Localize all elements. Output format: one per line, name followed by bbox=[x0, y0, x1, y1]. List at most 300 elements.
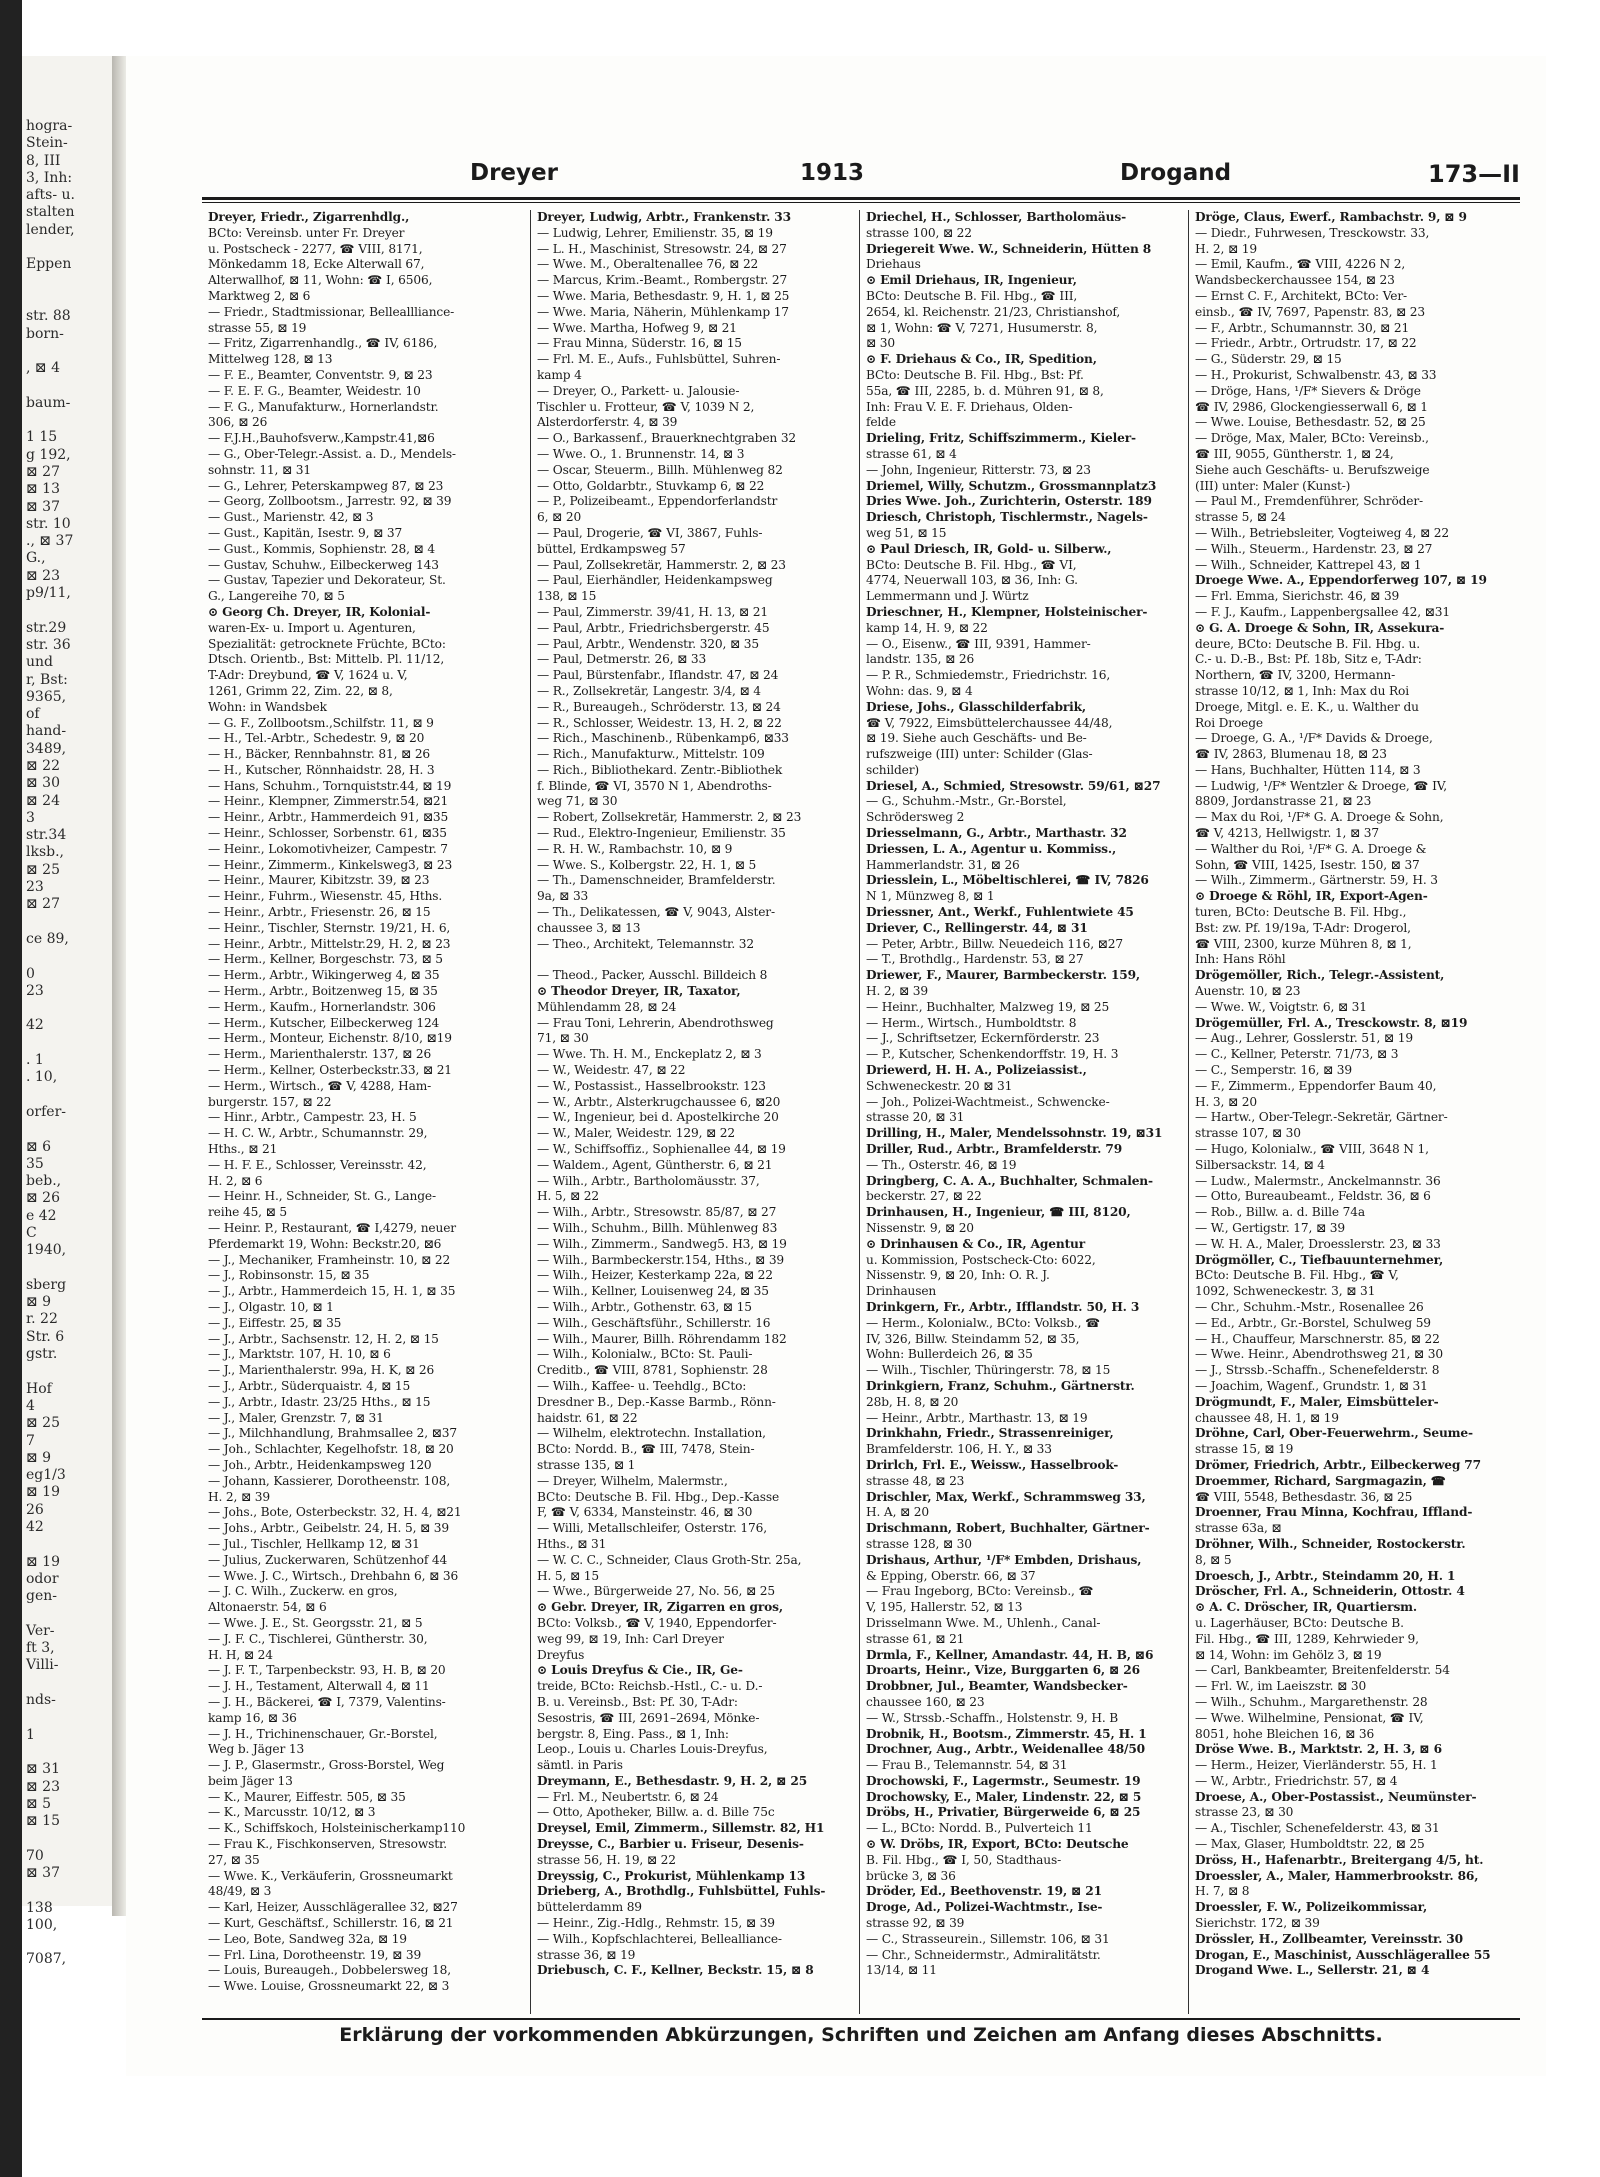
directory-entry-line: — J., Mechaniker, Framheinstr. 10, ⊠ 22 bbox=[208, 1252, 451, 1267]
header-year: 1913 bbox=[800, 160, 865, 186]
directory-entry-line: — Wwe. M., Oberaltenallee 76, ⊠ 22 bbox=[537, 257, 759, 272]
directory-entry-line: — Wilh., Zimmerm., Gärtnerstr. 59, H. 3 bbox=[1195, 873, 1438, 888]
directory-entry-line: — Heinr., Klempner, Zimmerstr.54, ⊠21 bbox=[208, 794, 449, 809]
directory-entry-line: — F. J., Kaufm., Lappenbergsallee 42, ⊠31 bbox=[1195, 604, 1450, 619]
directory-entry-line: Drochner, Aug., Arbtr., Weidenallee 48/50 bbox=[866, 1742, 1146, 1757]
directory-entry-line: — R., Zollsekretär, Langestr. 3/4, ⊠ 4 bbox=[537, 683, 761, 698]
directory-entry-line: deure, BCto: Deutsche B. Fil. Hbg. u. bbox=[1195, 636, 1420, 651]
directory-entry-line: — Johs., Bote, Osterbeckstr. 32, H. 4, ⊠21 bbox=[208, 1505, 462, 1520]
directory-entry-line: Driewer, F., Maurer, Barmbeckerstr. 159, bbox=[866, 968, 1141, 983]
directory-entry-line: Drömer, Friedrich, Arbtr., Eilbeckerweg 77 bbox=[1195, 1457, 1481, 1472]
directory-entry-line: — Jul., Tischler, Hellkamp 12, ⊠ 31 bbox=[208, 1536, 420, 1551]
directory-entry-line: ⊙ G. A. Droege & Sohn, IR, Assekura- bbox=[1195, 620, 1445, 635]
directory-entry-line: H. 3, ⊠ 20 bbox=[1195, 1094, 1257, 1109]
directory-entry-line: — Wilh., Arbtr., Stresowstr. 85/87, ⊠ 27 bbox=[537, 1205, 777, 1220]
directory-entry-line: Dreyer, Ludwig, Arbtr., Frankenstr. 33 bbox=[537, 210, 791, 224]
directory-entry-line: Pferdemarkt 19, Wohn: Beckstr.20, ⊠6 bbox=[208, 1236, 442, 1251]
directory-entry-line: — H., Tel.-Arbtr., Schedestr. 9, ⊠ 20 bbox=[208, 731, 425, 746]
directory-entry-line: kamp 16, ⊠ 36 bbox=[208, 1710, 297, 1725]
directory-entry-line: — W., Ingenieur, bei d. Apostelkirche 20 bbox=[537, 1110, 779, 1125]
directory-entry-line: 6, ⊠ 20 bbox=[537, 510, 582, 525]
directory-entry-line: Nissenstr. 9, ⊠ 20, Inh: O. R. J. bbox=[866, 1268, 1050, 1283]
directory-entry-line: ⊙ Droege & Röhl, IR, Export-Agen- bbox=[1195, 889, 1428, 904]
directory-entry-line: ⊠ 14, Wohn: im Gehölz 3, ⊠ 19 bbox=[1195, 1647, 1382, 1662]
directory-entry-line: 28b, H. 8, ⊠ 20 bbox=[866, 1394, 959, 1409]
directory-entry-line: Drögemüller, Frl. A., Tresckowstr. 8, ⊠19 bbox=[1195, 1015, 1468, 1030]
directory-entry-line: — Wilh., Arbtr., Gothenstr. 63, ⊠ 15 bbox=[537, 1299, 752, 1314]
directory-entry-line: Drobnik, H., Bootsm., Zimmerstr. 45, H. 1 bbox=[866, 1726, 1147, 1741]
directory-entry-line: — J., Olgastr. 10, ⊠ 1 bbox=[208, 1299, 334, 1314]
directory-entry-line: Driller, Rud., Arbtr., Bramfelderstr. 79 bbox=[866, 1142, 1123, 1157]
directory-entry-line: — H., Prokurist, Schwalbenstr. 43, ⊠ 33 bbox=[1195, 367, 1437, 382]
directory-entry-line: — F. E., Beamter, Conventstr. 9, ⊠ 23 bbox=[208, 367, 433, 382]
directory-entry-line: Drinkgiern, Franz, Schuhm., Gärtnerstr. bbox=[866, 1378, 1135, 1393]
directory-entry-line: — Joh., Arbtr., Heidenkampsweg 120 bbox=[208, 1457, 432, 1472]
directory-entry-line: — Willi, Metallschleifer, Osterstr. 176, bbox=[537, 1521, 767, 1536]
directory-entry-line: — Ludwig, Lehrer, Emilienstr. 35, ⊠ 19 bbox=[537, 225, 773, 240]
directory-entry-line: — W. H. A., Maler, Droesslerstr. 23, ⊠ 33 bbox=[1195, 1236, 1441, 1251]
directory-entry-line: Driesch, Christoph, Tischlermstr., Nagels- bbox=[866, 510, 1148, 525]
footer-note: Erklärung der vorkommenden Abkürzungen, Schriften und Zeichen am Anfang dieses Abschnitts. bbox=[339, 2024, 1383, 2046]
directory-entry-line: Drogan, E., Maschinist, Ausschlägerallee 55 bbox=[1195, 1947, 1491, 1962]
directory-entry-line: — J. F. C., Tischlerei, Güntherstr. 30, bbox=[208, 1631, 428, 1646]
directory-entry-line: Drinhausen, H., Ingenieur, ☎ III, 8120, bbox=[866, 1205, 1131, 1220]
directory-entry-line: Creditb., ☎ VIII, 8781, Sophienstr. 28 bbox=[537, 1363, 768, 1378]
directory-entry-line: brücke 3, ⊠ 36 bbox=[866, 1868, 956, 1883]
directory-entry-line: — F., Arbtr., Schumannstr. 30, ⊠ 21 bbox=[1195, 320, 1410, 335]
directory-entry-line: Droege, Mitgl. e. E. K., u. Walther du bbox=[1195, 699, 1419, 714]
directory-entry-line: — Wwe. J. C., Wirtsch., Drehbahn 6, ⊠ 36 bbox=[208, 1568, 459, 1583]
directory-entry-line: Hths., ⊠ 31 bbox=[537, 1536, 607, 1551]
directory-entry-line: chaussee 160, ⊠ 23 bbox=[866, 1694, 985, 1709]
directory-entry-line: — Chr., Schuhm.-Mstr., Rosenallee 26 bbox=[1195, 1299, 1424, 1314]
directory-entry-line: — Heinr., Fuhrm., Wiesenstr. 45, Hths. bbox=[208, 889, 443, 904]
directory-entry-line: — Wwe. Martha, Hofweg 9, ⊠ 21 bbox=[537, 320, 737, 335]
directory-entry-line: Drishaus, Arthur, ¹/F* Embden, Drishaus, bbox=[866, 1552, 1142, 1567]
directory-entry-line: strasse 20, ⊠ 31 bbox=[866, 1110, 965, 1125]
directory-entry-line: kamp 4 bbox=[537, 367, 582, 382]
directory-entry-line: Driebusch, C. F., Kellner, Beckstr. 15, ⊠ 8 bbox=[537, 1963, 814, 1978]
directory-entry-line: strasse 10/12, ⊠ 1, Inh: Max du Roi bbox=[1195, 683, 1409, 698]
scan-margin-top bbox=[0, 0, 1600, 48]
directory-entry-line: — Theo., Architekt, Telemannstr. 32 bbox=[537, 936, 755, 951]
directory-entry-line: strasse 36, ⊠ 19 bbox=[537, 1947, 636, 1962]
directory-entry-line: Leop., Louis u. Charles Louis-Dreyfus, bbox=[537, 1742, 768, 1757]
directory-entry-line: u. Lagerhäuser, BCto: Deutsche B. bbox=[1195, 1615, 1404, 1630]
directory-entry-line: Droessler, F. W., Polizeikommissar, bbox=[1195, 1900, 1428, 1915]
directory-entry-line: chaussee 48, H. 1, ⊠ 19 bbox=[1195, 1410, 1339, 1425]
footer-rule bbox=[202, 2018, 1520, 2020]
directory-entry-line: — J. H., Trichinenschauer, Gr.-Borstel, bbox=[208, 1726, 438, 1741]
directory-entry-line: — Wilh., Schuhm., Billh. Mühlenweg 83 bbox=[537, 1221, 778, 1235]
directory-entry-line: 4774, Neuerwall 103, ⊠ 36, Inh: G. bbox=[866, 573, 1078, 588]
directory-entry-line: — Emil, Kaufm., ☎ VIII, 4226 N 2, bbox=[1195, 257, 1406, 272]
directory-entry-line: Driegereit Wwe. W., Schneiderin, Hütten 8 bbox=[866, 241, 1152, 256]
directory-entry-line: Dtsch. Orientb., Bst: Mittelb. Pl. 11/12, bbox=[208, 652, 445, 667]
directory-entry-line: Hths., ⊠ 21 bbox=[208, 1142, 278, 1157]
directory-entry-line: — Wilh., Barmbeckerstr.154, Hths., ⊠ 39 bbox=[537, 1252, 785, 1267]
directory-entry-line: strasse 48, ⊠ 23 bbox=[866, 1473, 965, 1488]
directory-entry-line: strasse 23, ⊠ 30 bbox=[1195, 1805, 1294, 1820]
directory-entry-line: — Wilh., Maurer, Billh. Röhrendamm 182 bbox=[537, 1331, 787, 1346]
directory-entry-line: — Joachim, Wagenf., Grundstr. 1, ⊠ 31 bbox=[1195, 1378, 1428, 1393]
directory-entry-line: Droge, Ad., Polizei-Wachtmstr., Ise- bbox=[866, 1900, 1103, 1915]
directory-entry-line: Weg b. Jäger 13 bbox=[208, 1742, 305, 1757]
directory-entry-line: Tischler u. Frotteur, ☎ V, 1039 N 2, bbox=[537, 399, 755, 414]
directory-entry-line: — Heinr., Schlosser, Sorbenstr. 61, ⊠35 bbox=[208, 826, 447, 841]
directory-entry-line: strasse 61, ⊠ 21 bbox=[866, 1631, 965, 1646]
directory-entry-line: — J., Arbtr., Idastr. 23/25 Hths., ⊠ 15 bbox=[208, 1394, 431, 1409]
directory-entry-line: Roi Droege bbox=[1195, 715, 1263, 730]
directory-entry-line: BCto: Deutsche B. Fil. Hbg., ☎ V, bbox=[1195, 1268, 1399, 1283]
directory-entry-line: — Heinr., Zig.-Hdlg., Rehmstr. 15, ⊠ 39 bbox=[537, 1916, 775, 1931]
directory-entry-line: — Joh., Schlachter, Kegelhofstr. 18, ⊠ 20 bbox=[208, 1442, 454, 1457]
directory-entry-line: treide, BCto: Reichsb.-Hstl., C.- u. D.- bbox=[537, 1679, 763, 1694]
directory-entry-line: turen, BCto: Deutsche B. Fil. Hbg., bbox=[1195, 905, 1407, 920]
directory-entry-line: Wohn: in Wandsbek bbox=[208, 699, 327, 714]
directory-entry-line: burgerstr. 157, ⊠ 22 bbox=[208, 1094, 332, 1109]
directory-entry-line: — Ernst C. F., Architekt, BCto: Ver- bbox=[1195, 288, 1407, 303]
scan-border-left bbox=[0, 0, 22, 2177]
directory-entry-line: beim Jäger 13 bbox=[208, 1773, 293, 1788]
directory-entry-line: Mittelweg 128, ⊠ 13 bbox=[208, 352, 333, 367]
directory-entry-line: — Wwe. J. E., St. Georgsstr. 21, ⊠ 5 bbox=[208, 1615, 423, 1630]
directory-entry-line: Mühlendamm 28, ⊠ 24 bbox=[537, 999, 677, 1014]
directory-entry-line: Droenner, Frau Minna, Kochfrau, Iffland- bbox=[1195, 1505, 1473, 1520]
directory-entry-line: — Frl. W., im Laeiszstr. ⊠ 30 bbox=[1195, 1679, 1367, 1694]
directory-entry-line: — Wwe. Louise, Grossneumarkt 22, ⊠ 3 bbox=[208, 1979, 450, 1994]
directory-entry-line: Dröbs, H., Privatier, Bürgerweide 6, ⊠ 25 bbox=[866, 1805, 1141, 1820]
directory-entry-line: 48/49, ⊠ 3 bbox=[208, 1884, 272, 1899]
directory-entry-line: sohnstr. 11, ⊠ 31 bbox=[208, 462, 311, 477]
directory-entry-line: Siehe auch Geschäfts- u. Berufszweige bbox=[1195, 462, 1430, 477]
directory-entry-line: ☎ VIII, 2300, kurze Mühren 8, ⊠ 1, bbox=[1195, 936, 1412, 951]
directory-entry-line: — Wilh., Betriebsleiter, Vogteiweg 4, ⊠ 22 bbox=[1195, 525, 1449, 540]
directory-entry-line: — W., Postassist., Hasselbrookstr. 123 bbox=[537, 1078, 766, 1093]
directory-entry-line: Drobbner, Jul., Beamter, Wandsbecker- bbox=[866, 1679, 1128, 1694]
directory-entry-line: — W., Gertigstr. 17, ⊠ 39 bbox=[1195, 1221, 1345, 1235]
header-rule-thick bbox=[202, 197, 1520, 200]
directory-entry-line: u. Postscheck - 2277, ☎ VIII, 8171, bbox=[208, 241, 423, 256]
directory-entry-line: — Dröge, Max, Maler, BCto: Vereinsb., bbox=[1195, 431, 1429, 446]
directory-entry-line: — Frau B., Telemannstr. 54, ⊠ 31 bbox=[866, 1758, 1068, 1773]
directory-entry-line: Marktweg 2, ⊠ 6 bbox=[208, 288, 311, 303]
directory-entry-line: chaussee 3, ⊠ 13 bbox=[537, 920, 641, 935]
directory-entry-line: — Friedr., Arbtr., Ortrudstr. 17, ⊠ 22 bbox=[1195, 336, 1417, 351]
directory-entry-line: — Hartw., Ober-Telegr.-Sekretär, Gärtner- bbox=[1195, 1110, 1448, 1125]
directory-entry-line: C.- u. D.-B., Bst: Pf. 18b, Sitz e, T-Adr: bbox=[1195, 652, 1422, 667]
directory-entry-line: — John, Ingenieur, Ritterstr. 73, ⊠ 23 bbox=[866, 462, 1091, 477]
directory-entry-line: — Rob., Billw. a. d. Bille 74a bbox=[1195, 1205, 1365, 1220]
directory-entry-line: Dreyer, Friedr., Zigarrenhdlg., bbox=[208, 210, 410, 224]
directory-entry-line: BCto: Deutsche B. Fil. Hbg., ☎ VI, bbox=[866, 557, 1077, 572]
directory-entry-line: — Friedr., Stadtmissionar, Belleallliance- bbox=[208, 304, 455, 319]
directory-entry-line: Sierichstr. 172, ⊠ 39 bbox=[1195, 1916, 1320, 1931]
directory-entry-line: — Wilh., Schneider, Kattrepel 43, ⊠ 1 bbox=[1195, 557, 1422, 572]
directory-entry-line: schilder) bbox=[866, 762, 919, 777]
directory-entry-line: felde bbox=[866, 415, 896, 430]
directory-entry-line: — K., Marcusstr. 10/12, ⊠ 3 bbox=[208, 1805, 376, 1820]
left-page-edge bbox=[22, 56, 114, 1968]
directory-entry-line: — Heinr. H., Schneider, St. G., Lange- bbox=[208, 1189, 436, 1204]
directory-entry-line: — Frl. Emma, Sierichstr. 46, ⊠ 39 bbox=[1195, 589, 1400, 604]
directory-entry-line: Nissenstr. 9, ⊠ 20 bbox=[866, 1221, 974, 1235]
directory-entry-line: f. Blinde, ☎ VI, 3570 N 1, Abendroths- bbox=[537, 778, 772, 793]
directory-entry-line: 55a, ☎ III, 2285, b. d. Mühren 91, ⊠ 8, bbox=[866, 383, 1104, 398]
directory-entry-line: Drieschner, H., Klempner, Holsteinischer- bbox=[866, 604, 1148, 619]
directory-entry-line: — F.J.H.,Bauhofsverw.,Kampstr.41,⊠6 bbox=[208, 431, 435, 446]
directory-entry-line: — Hinr., Arbtr., Campestr. 23, H. 5 bbox=[208, 1110, 417, 1125]
directory-entry-line: — Heinr., Arbtr., Friesenstr. 26, ⊠ 15 bbox=[208, 905, 431, 920]
directory-entry-line: ⊠ 1, Wohn: ☎ V, 7271, Husumerstr. 8, bbox=[866, 320, 1098, 335]
directory-entry-line: — Frl. M. E., Aufs., Fuhlsbüttel, Suhren- bbox=[537, 352, 781, 367]
directory-entry-line: Dreyssig, C., Prokurist, Mühlenkamp 13 bbox=[537, 1868, 806, 1883]
directory-entry-line: — Herm., Marienthalerstr. 137, ⊠ 26 bbox=[208, 1047, 432, 1062]
directory-entry-line: Drogand Wwe. L., Sellerstr. 21, ⊠ 4 bbox=[1195, 1963, 1430, 1978]
directory-entry-line: Droarts, Heinr., Vize, Burggarten 6, ⊠ 26 bbox=[866, 1663, 1140, 1678]
directory-entry-line: bergstr. 8, Eing. Pass., ⊠ 1, Inh: bbox=[537, 1726, 729, 1741]
directory-entry-line: BCto: Vereinsb. unter Fr. Dreyer bbox=[208, 225, 405, 240]
directory-entry-line: 13/14, ⊠ 11 bbox=[866, 1963, 937, 1978]
directory-entry-line: Driesselmann, G., Arbtr., Marthastr. 32 bbox=[866, 826, 1127, 841]
directory-entry-line: — O., Barkassenf., Brauerknechtgraben 32 bbox=[537, 431, 797, 446]
directory-entry-line: — A., Tischler, Schenefelderstr. 43, ⊠ 31 bbox=[1195, 1821, 1440, 1836]
directory-entry-line: — G. F., Zollbootsm.,Schilfstr. 11, ⊠ 9 bbox=[208, 715, 434, 730]
directory-entry-line: — J., Schriftsetzer, Eckernförderstr. 23 bbox=[866, 1031, 1100, 1046]
directory-entry-line: — Frau Ingeborg, BCto: Vereinsb., ☎ bbox=[866, 1584, 1094, 1599]
directory-entry-line: H. 2, ⊠ 39 bbox=[866, 984, 928, 999]
directory-entry-line: strasse 92, ⊠ 39 bbox=[866, 1916, 965, 1931]
directory-entry-line: Schrödersweg 2 bbox=[866, 810, 965, 825]
directory-entry-line: ☎ IV, 2863, Blumenau 18, ⊠ 23 bbox=[1195, 747, 1387, 762]
directory-entry-line: — F. E. F. G., Beamter, Weidestr. 10 bbox=[208, 383, 421, 398]
directory-entry-line: sämtl. in Paris bbox=[537, 1758, 623, 1773]
directory-entry-line: — Frau Toni, Lehrerin, Abendrothsweg bbox=[537, 1015, 774, 1030]
directory-entry-line: — Georg, Zollbootsm., Jarrestr. 92, ⊠ 39 bbox=[208, 494, 452, 509]
directory-entry-line: strasse 128, ⊠ 30 bbox=[866, 1536, 972, 1551]
directory-entry-line: — Walther du Roi, ¹/F* G. A. Droege & bbox=[1195, 841, 1427, 856]
directory-entry-line: — Paul, Zimmerstr. 39/41, H. 13, ⊠ 21 bbox=[537, 604, 768, 619]
directory-entry-line: H. 2, ⊠ 39 bbox=[208, 1489, 270, 1504]
directory-entry-line: — Wwe., Bürgerweide 27, No. 56, ⊠ 25 bbox=[537, 1584, 775, 1599]
directory-entry-line: — Wwe. S., Kolbergstr. 22, H. 1, ⊠ 5 bbox=[537, 857, 757, 872]
header-last-entry: Drogand bbox=[1120, 160, 1232, 186]
directory-entry-line: haidstr. 61, ⊠ 22 bbox=[537, 1410, 638, 1425]
directory-entry-line: — Wilh., Arbtr., Bartholomäusstr. 37, bbox=[537, 1173, 760, 1188]
directory-entry-line: — Wilh., Heizer, Kesterkamp 22a, ⊠ 22 bbox=[537, 1268, 773, 1283]
directory-entry-line: Driese, Johs., Glasschilderfabrik, bbox=[866, 699, 1087, 714]
directory-entry-line: — R., Bureaugeh., Schröderstr. 13, ⊠ 24 bbox=[537, 699, 781, 714]
directory-entry-line: — Wilh., Tischler, Thüringerstr. 78, ⊠ 15 bbox=[866, 1363, 1111, 1378]
directory-entry-line: — Herm., Kellner, Borgeschstr. 73, ⊠ 5 bbox=[208, 952, 443, 967]
directory-entry-line: — Th., Delikatessen, ☎ V, 9043, Alster- bbox=[537, 905, 775, 920]
directory-entry-line: — Wilh., Kolonialw., BCto: St. Pauli- bbox=[537, 1347, 753, 1362]
directory-entry-line: — W., Weidestr. 47, ⊠ 22 bbox=[537, 1063, 686, 1078]
directory-entry-line: — J., Maler, Grenzstr. 7, ⊠ 31 bbox=[208, 1410, 384, 1425]
directory-entry-line: Dröder, Ed., Beethovenstr. 19, ⊠ 21 bbox=[866, 1884, 1102, 1899]
directory-entry-line: — Th., Damenschneider, Bramfelderstr. bbox=[537, 873, 776, 888]
directory-entry-line: — J. F. T., Tarpenbeckstr. 93, H. B, ⊠ 20 bbox=[208, 1663, 446, 1678]
header-rule-thin bbox=[202, 202, 1520, 203]
directory-entry-line: — Diedr., Fuhrwesen, Tresckowstr. 33, bbox=[1195, 225, 1430, 240]
directory-entry-line: — K., Schiffskoch, Holsteinischerkamp110 bbox=[208, 1821, 466, 1836]
directory-entry-line: — Herm., Monteur, Eichenstr. 8/10, ⊠19 bbox=[208, 1031, 452, 1046]
directory-entry-line: Driesslein, L., Möbeltischlerei, ☎ IV, 7826 bbox=[866, 873, 1149, 888]
directory-entry-line: — Rich., Manufakturw., Mittelstr. 109 bbox=[537, 747, 765, 762]
directory-entry-line: — P., Kutscher, Schenkendorffstr. 19, H. 3 bbox=[866, 1047, 1119, 1062]
directory-entry-line: — Ed., Arbtr., Gr.-Borstel, Schulweg 59 bbox=[1195, 1315, 1431, 1330]
header-first-entry: Dreyer bbox=[470, 160, 558, 186]
directory-entry-line: 27, ⊠ 35 bbox=[208, 1852, 260, 1867]
directory-entry-line: Drinhausen bbox=[866, 1284, 937, 1299]
directory-entry-line: — Wwe. W., Voigtstr. 6, ⊠ 31 bbox=[1195, 999, 1367, 1014]
directory-entry-line: — F., Zimmerm., Eppendorfer Baum 40, bbox=[1195, 1078, 1437, 1093]
directory-entry-line: — Heinr., Tischler, Sternstr. 19/21, H. 6, bbox=[208, 920, 451, 935]
directory-entry-line: strasse 100, ⊠ 22 bbox=[866, 225, 972, 240]
directory-entry-line: — H., Kutscher, Rönnhaidstr. 28, H. 3 bbox=[208, 762, 435, 777]
directory-entry-line: Dröss, H., Hafenarbtr., Breitergang 4/5, ht. bbox=[1195, 1852, 1484, 1867]
directory-entry-line: — Herm., Kellner, Osterbeckstr.33, ⊠ 21 bbox=[208, 1063, 452, 1078]
directory-entry-line: — Frau K., Fischkonserven, Stresowstr. bbox=[208, 1837, 448, 1852]
directory-entry-line: 306, ⊠ 26 bbox=[208, 415, 268, 430]
directory-entry-line: — Rich., Maschinenb., Rübenkamp6, ⊠33 bbox=[537, 731, 789, 746]
directory-entry-line: — J., Arbtr., Süderquaistr. 4, ⊠ 15 bbox=[208, 1378, 411, 1393]
directory-entry-line: Drössler, H., Zollbeamter, Vereinsstr. 30 bbox=[1195, 1931, 1463, 1946]
column-1 bbox=[202, 210, 531, 2014]
directory-entry-line: — J., Arbtr., Hammerdeich 15, H. 1, ⊠ 35 bbox=[208, 1284, 456, 1299]
directory-entry-line: Silbersackstr. 14, ⊠ 4 bbox=[1195, 1157, 1325, 1172]
directory-entry-line: Driever, C., Rellingerstr. 44, ⊠ 31 bbox=[866, 920, 1088, 935]
directory-entry-line: Driechel, H., Schlosser, Bartholomäus- bbox=[866, 210, 1126, 224]
directory-entry-line: — Heinr., Buchhalter, Malzweg 19, ⊠ 25 bbox=[866, 999, 1110, 1014]
directory-entry-line: kamp 14, H. 9, ⊠ 22 bbox=[866, 620, 988, 635]
directory-entry-line: — F. G., Manufakturw., Hornerlandstr. bbox=[208, 399, 439, 414]
directory-entry-line: 8, ⊠ 5 bbox=[1195, 1552, 1232, 1567]
directory-entry-line: — Dröge, Hans, ¹/F* Sievers & Dröge bbox=[1195, 383, 1421, 398]
directory-entry-line: B. u. Vereinsb., Bst: Pf. 30, T-Adr: bbox=[537, 1694, 738, 1709]
directory-entry-line: — W., Strssb.-Schaffn., Holstenstr. 9, H. B bbox=[866, 1710, 1119, 1725]
directory-entry-line: — Heinr., Arbtr., Marthastr. 13, ⊠ 19 bbox=[866, 1410, 1088, 1425]
directory-entry-line: — Wwe. Maria, Bethesdastr. 9, H. 1, ⊠ 25 bbox=[537, 288, 790, 303]
directory-entry-line: — Peter, Arbtr., Billw. Neuedeich 116, ⊠27 bbox=[866, 936, 1123, 951]
directory-entry-line: — Droege, G. A., ¹/F* Davids & Droege, bbox=[1195, 731, 1433, 746]
directory-entry-line: weg 51, ⊠ 15 bbox=[866, 525, 947, 540]
directory-entry-line: BCto: Nordd. B., ☎ III, 7478, Stein- bbox=[537, 1442, 755, 1457]
directory-entry-line: — Hans, Schuhm., Tornquiststr.44, ⊠ 19 bbox=[208, 778, 452, 793]
directory-entry-line: Alterwallhof, ⊠ 11, Wohn: ☎ I, 6506, bbox=[208, 273, 433, 288]
directory-entry-line: weg 71, ⊠ 30 bbox=[537, 794, 618, 809]
directory-entry-line: — Wwe. Louise, Bethesdastr. 52, ⊠ 25 bbox=[1195, 415, 1426, 430]
directory-entry-line: — Wilh., Kopfschlachterei, Bellealliance- bbox=[537, 1931, 782, 1946]
directory-entry-line: waren-Ex- u. Import u. Agenturen, bbox=[208, 620, 416, 635]
directory-entry-line: Northern, ☎ IV, 3200, Hermann- bbox=[1195, 668, 1396, 683]
directory-entry-line: F, ☎ V, 6334, Mansteinstr. 46, ⊠ 30 bbox=[537, 1505, 753, 1520]
directory-entry-line: — W. C. C., Schneider, Claus Groth-Str. 25a, bbox=[537, 1552, 802, 1567]
directory-columns bbox=[202, 210, 1520, 2014]
directory-entry-line: Wandsbeckerchaussee 154, ⊠ 23 bbox=[1195, 273, 1395, 288]
directory-entry-line: — Heinr., Lokomotivheizer, Campestr. 7 bbox=[208, 841, 448, 856]
directory-entry-line: — Heinr., Arbtr., Hammerdeich 91, ⊠35 bbox=[208, 810, 449, 825]
directory-entry-line: ⊙ Gebr. Dreyer, IR, Zigarren en gros, bbox=[537, 1600, 783, 1615]
directory-entry-line: ☎ V, 4213, Hellwigstr. 1, ⊠ 37 bbox=[1195, 826, 1379, 841]
header-page-number: 173—II bbox=[1428, 160, 1520, 188]
directory-entry-line: — Paul, Detmerstr. 26, ⊠ 33 bbox=[537, 652, 707, 667]
directory-entry-line: & Epping, Oberstr. 66, ⊠ 37 bbox=[866, 1568, 1036, 1583]
directory-entry-line: — J., Strssb.-Schaffn., Schenefelderstr. 8 bbox=[1195, 1363, 1440, 1378]
directory-entry-line: — Gustav, Schuhw., Eilbeckerweg 143 bbox=[208, 557, 439, 572]
directory-entry-line: — P. R., Schmiedemstr., Friedrichstr. 16, bbox=[866, 668, 1111, 683]
directory-entry-line: Droemmer, Richard, Sargmagazin, ☎ bbox=[1195, 1473, 1446, 1488]
directory-entry-line: V, 195, Hallerstr. 52, ⊠ 13 bbox=[866, 1600, 1023, 1615]
directory-entry-line: — Carl, Bankbeamter, Breitenfelderstr. 54 bbox=[1195, 1663, 1450, 1678]
column-2 bbox=[531, 210, 860, 2014]
directory-entry-line: strasse 135, ⊠ 1 bbox=[537, 1457, 636, 1472]
directory-entry-line: — W., Arbtr., Alsterkrugchaussee 6, ⊠20 bbox=[537, 1094, 781, 1109]
directory-entry-line: Hammerlandstr. 31, ⊠ 26 bbox=[866, 857, 1020, 872]
directory-entry-line: — W., Maler, Weidestr. 129, ⊠ 22 bbox=[537, 1126, 736, 1141]
directory-entry-line: — Wwe. Wilhelmine, Pensionat, ☎ IV, bbox=[1195, 1710, 1424, 1725]
directory-entry-line: Drisselmann Wwe. M., Uhlenh., Canal- bbox=[866, 1615, 1101, 1630]
directory-entry-line: Inh: Frau V. E. F. Driehaus, Olden- bbox=[866, 399, 1073, 414]
directory-entry-line: — J., Eiffestr. 25, ⊠ 35 bbox=[208, 1315, 342, 1330]
column-4 bbox=[1189, 210, 1518, 2014]
directory-entry-line: — Herm., Arbtr., Boitzenweg 15, ⊠ 35 bbox=[208, 984, 438, 999]
directory-entry-line: — Heinr. P., Restaurant, ☎ I,4279, neuer bbox=[208, 1221, 456, 1235]
directory-entry-line: — T., Brothdlg., Hardenstr. 53, ⊠ 27 bbox=[866, 952, 1084, 967]
directory-entry-line: — Wilh., Kellner, Louisenweg 24, ⊠ 35 bbox=[537, 1284, 769, 1299]
directory-entry-line: — Wwe. Maria, Näherin, Mühlenkamp 17 bbox=[537, 304, 789, 319]
directory-entry-line: einsb., ☎ IV, 7697, Papenstr. 83, ⊠ 23 bbox=[1195, 304, 1426, 319]
directory-entry-line: Driehaus bbox=[866, 257, 921, 272]
directory-entry-line: strasse 55, ⊠ 19 bbox=[208, 320, 307, 335]
directory-entry-line: — Joh., Polizei-Wachtmeist., Schwencke- bbox=[866, 1094, 1110, 1109]
directory-entry-line: 8809, Jordanstrasse 21, ⊠ 23 bbox=[1195, 794, 1372, 809]
directory-entry-line: — Dreyer, O., Parkett- u. Jalousie- bbox=[537, 383, 740, 398]
directory-entry-line: ☎ V, 7922, Eimsbüttelerchaussee 44/48, bbox=[866, 715, 1113, 730]
directory-entry-line: Drochowsky, E., Maler, Lindenstr. 22, ⊠ 5 bbox=[866, 1789, 1142, 1804]
directory-entry-line: — Paul M., Fremdenführer, Schröder- bbox=[1195, 494, 1423, 509]
directory-entry-line: — Wwe. K., Verkäuferin, Grossneumarkt bbox=[208, 1868, 453, 1883]
directory-entry-line: — L. H., Maschinist, Stresowstr. 24, ⊠ 27 bbox=[537, 241, 787, 256]
directory-entry-line: — Wwe. Heinr., Abendrothsweg 21, ⊠ 30 bbox=[1195, 1347, 1443, 1362]
directory-entry-line: strasse 56, H. 19, ⊠ 22 bbox=[537, 1852, 676, 1867]
directory-entry-line: BCto: Deutsche B. Fil. Hbg., Dep.-Kasse bbox=[537, 1489, 780, 1504]
directory-entry-line: (III) unter: Maler (Kunst-) bbox=[1195, 478, 1351, 493]
left-page-fragments: hogra- Stein- 8, III 3, Inh: afts- u. stalten lender, Eppen str. 88 born- , ⊠ 4 baum- 1 15 g 192, ⊠ 27 ⊠ 13 ⊠ 37 str. 10 ., ⊠ 37 G., ⊠ 23 p9/11, str.29 str. 36 und r, Bst: 9365, of hand- 3489, ⊠ 22 ⊠ 30 ⊠ 24 3 str.34 lksb., ⊠ 25 23 ⊠ 27 ce 89, 0 23 42 . 1 . 10, orfer- ⊠ 6 35 beb., ⊠ 26 e 42 C 1940, sberg ⊠ 9 r. 22 Str. 6 gstr. Hof 4 ⊠ 25 7 ⊠ 9 eg1/3 ⊠ 19 26 42 ⊠ 19 odor gen- Ver- ft 3, Villi- nds- 1 ⊠ 31 ⊠ 23 ⊠ 5 ⊠ 15 70 ⊠ 37 138 100, 7087, bbox=[26, 118, 75, 1968]
directory-entry-line: B. Fil. Hbg., ☎ I, 50, Stadthaus- bbox=[866, 1852, 1062, 1867]
directory-entry-line: strasse 63a, ⊠ bbox=[1195, 1521, 1282, 1536]
directory-entry-line: Dresdner B., Dep.-Kasse Barmb., Rönn- bbox=[537, 1394, 776, 1409]
directory-entry-line: ☎ IV, 2986, Glockengiesserwall 6, ⊠ 1 bbox=[1195, 399, 1428, 414]
directory-entry-line: — Johann, Kassierer, Dorotheenstr. 108, bbox=[208, 1473, 451, 1488]
directory-entry-line: — Wilh., Zimmerm., Sandweg5. H3, ⊠ 19 bbox=[537, 1236, 787, 1251]
directory-entry-line: Lemmermann und J. Würtz bbox=[866, 589, 1029, 604]
directory-entry-line: Sesostris, ☎ III, 2691–2694, Mönke- bbox=[537, 1710, 760, 1725]
directory-entry-line: — Wilh., Steuerm., Hardenstr. 23, ⊠ 27 bbox=[1195, 541, 1433, 556]
directory-entry-line: — Herm., Kolonialw., BCto: Volksb., ☎ bbox=[866, 1315, 1101, 1330]
directory-entry-line: — Wilh., Schuhm., Margarethenstr. 28 bbox=[1195, 1694, 1428, 1709]
directory-entry-line: — Hugo, Kolonialw., ☎ VIII, 3648 N 1, bbox=[1195, 1142, 1429, 1157]
directory-entry-line: Bst: zw. Pf. 19/19a, T-Adr: Drogerol, bbox=[1195, 920, 1411, 935]
directory-entry-line: — Fritz, Zigarrenhandlg., ☎ IV, 6186, bbox=[208, 336, 438, 351]
directory-entry-line: Drögemöller, Rich., Telegr.-Assistent, bbox=[1195, 968, 1445, 983]
directory-entry-line: — Louis, Bureaugeh., Dobbelersweg 18, bbox=[208, 1963, 451, 1978]
directory-entry-line: Drieberg, A., Brothdlg., Fuhlsbüttel, Fuhls- bbox=[537, 1884, 826, 1899]
directory-entry-line: Dröhne, Carl, Ober-Feuerwehrm., Seume- bbox=[1195, 1426, 1473, 1441]
directory-entry-line: — J. C. Wilh., Zuckerw. en gros, bbox=[208, 1584, 398, 1599]
directory-entry-line: — Gustav, Tapezier und Dekorateur, St. bbox=[208, 573, 446, 588]
directory-entry-line: — Herm., Wirtsch., ☎ V, 4288, Ham- bbox=[208, 1078, 432, 1093]
